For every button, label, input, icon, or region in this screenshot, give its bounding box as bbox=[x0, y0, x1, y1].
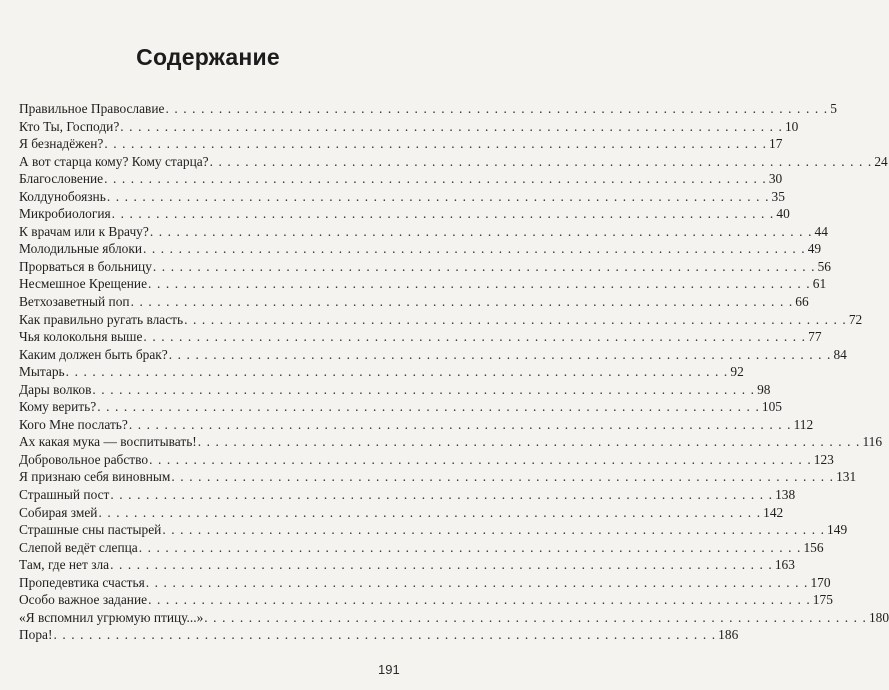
toc-entry-title: Как правильно ругать власть bbox=[19, 311, 184, 327]
toc-entry-page: 35 bbox=[771, 188, 785, 204]
toc-entry-page: 61 bbox=[812, 276, 827, 292]
toc-leader-dots: . . . . . . . . . . . . . . . . . . . . . . . . . . . . . . . . . . . . . . . . . . . . . . . . . . . . . . . . . . . . . . . . . . . . . . . . . . . bbox=[65, 364, 729, 380]
toc-entry bbox=[19, 433, 883, 451]
toc-entry bbox=[19, 574, 831, 592]
toc-leader-dots: . . . . . . . . . . . . . . . . . . . . . . . . . . . . . . . . . . . . . . . . . . . . . . . . . . . . . . . . . . . . . . . . . . . . . . . . . . . bbox=[130, 294, 794, 310]
toc-entry bbox=[19, 118, 799, 136]
toc-leader-dots: . . . . . . . . . . . . . . . . . . . . . . . . . . . . . . . . . . . . . . . . . . . . . . . . . . . . . . . . . . . . . . . . . . . . . . . . . . . bbox=[145, 574, 809, 590]
toc-leader-dots: . . . . . . . . . . . . . . . . . . . . . . . . . . . . . . . . . . . . . . . . . . . . . . . . . . . . . . . . . . . . . . . . . . . . . . . . . . . bbox=[197, 434, 861, 450]
toc-entry-page: 175 bbox=[812, 592, 833, 608]
toc-entry bbox=[19, 240, 822, 258]
toc-entry-title: Пора! bbox=[19, 627, 53, 643]
toc-entry-title: Я безнадёжен? bbox=[19, 136, 104, 152]
toc-leader-dots: . . . . . . . . . . . . . . . . . . . . . . . . . . . . . . . . . . . . . . . . . . . . . . . . . . . . . . . . . . . . . . . . . . . . . . . . . . . bbox=[148, 276, 811, 292]
toc-entry bbox=[19, 275, 827, 293]
toc-entry-page: 56 bbox=[817, 258, 831, 274]
toc-entry-page: 112 bbox=[793, 416, 814, 432]
toc-leader-dots: . . . . . . . . . . . . . . . . . . . . . . . . . . . . . . . . . . . . . . . . . . . . . . . . . . . . . . . . . . . . . . . . . . . . . . . . . . . bbox=[149, 451, 812, 467]
toc-entry bbox=[19, 398, 782, 416]
toc-leader-dots: . . . . . . . . . . . . . . . . . . . . . . . . . . . . . . . . . . . . . . . . . . . . . . . . . . . . . . . . . . . . . . . . . . . . . . . . . . . bbox=[184, 311, 847, 327]
toc-entry-title: Особо важное задание bbox=[19, 592, 148, 608]
toc-entry-page: 5 bbox=[830, 101, 837, 116]
toc-entry-title: Собирая змей bbox=[19, 504, 98, 520]
toc-leader-dots: . . . . . . . . . . . . . . . . . . . . . . . . . . . . . . . . . . . . . . . . . . . . . . . . . . . . . . . . . . . . . . . . . . . . . . . . . . . bbox=[138, 539, 802, 555]
toc-leader-dots: . . . . . . . . . . . . . . . . . . . . . . . . . . . . . . . . . . . . . . . . . . . . . . . . . . . . . . . . . . . . . . . . . . . . . . . . . . . bbox=[165, 101, 829, 116]
toc-entry-page: 180 bbox=[868, 609, 889, 625]
toc-entry bbox=[19, 504, 784, 522]
toc-entry-title: Колдунобоязнь bbox=[19, 188, 106, 204]
toc-entry-title: Страшные сны пастырей bbox=[19, 522, 162, 538]
toc-entry-page: 84 bbox=[833, 346, 847, 362]
toc-leader-dots: . . . . . . . . . . . . . . . . . . . . . . . . . . . . . . . . . . . . . . . . . . . . . . . . . . . . . . . . . . . . . . . . . . . . . . . . . . . bbox=[110, 487, 774, 503]
toc-entry-title: Каким должен быть брак? bbox=[19, 346, 168, 362]
toc-entry-title: Микробиология bbox=[19, 206, 111, 222]
toc-entry bbox=[19, 328, 822, 346]
toc-entry bbox=[19, 556, 795, 574]
toc-entry-page: 116 bbox=[862, 434, 883, 450]
toc-entry bbox=[19, 153, 888, 171]
toc-entry-title: Я признаю себя виновным bbox=[19, 469, 171, 485]
toc-entry-title: Добровольное рабство bbox=[19, 451, 149, 467]
toc-entry-page: 10 bbox=[784, 118, 799, 134]
toc-entry-title: Благословение bbox=[19, 171, 104, 187]
toc-leader-dots: . . . . . . . . . . . . . . . . . . . . . . . . . . . . . . . . . . . . . . . . . . . . . . . . . . . . . . . . . . . . . . . . . . . . . . . . . . . bbox=[204, 609, 867, 625]
toc-leader-dots: . . . . . . . . . . . . . . . . . . . . . . . . . . . . . . . . . . . . . . . . . . . . . . . . . . . . . . . . . . . . . . . . . . . . . . . . . . . bbox=[53, 627, 717, 643]
toc-entry bbox=[19, 100, 837, 118]
toc-leader-dots: . . . . . . . . . . . . . . . . . . . . . . . . . . . . . . . . . . . . . . . . . . . . . . . . . . . . . . . . . . . . . . . . . . . . . . . . . . . bbox=[168, 346, 832, 362]
toc-entry bbox=[19, 468, 857, 486]
toc-entry-page: 72 bbox=[848, 311, 863, 327]
toc-leader-dots: . . . . . . . . . . . . . . . . . . . . . . . . . . . . . . . . . . . . . . . . . . . . . . . . . . . . . . . . . . . . . . . . . . . . . . . . . . . bbox=[97, 399, 760, 415]
toc-entry bbox=[19, 381, 771, 399]
toc-entry-title: Правильное Православие bbox=[19, 101, 165, 116]
toc-leader-dots: . . . . . . . . . . . . . . . . . . . . . . . . . . . . . . . . . . . . . . . . . . . . . . . . . . . . . . . . . . . . . . . . . . . . . . . . . . . bbox=[209, 153, 873, 169]
toc-entry-title: Дары волков bbox=[19, 381, 92, 397]
toc-leader-dots: . . . . . . . . . . . . . . . . . . . . . . . . . . . . . . . . . . . . . . . . . . . . . . . . . . . . . . . . . . . . . . . . . . . . . . . . . . . bbox=[162, 522, 826, 538]
toc-entry-page: 17 bbox=[769, 136, 783, 152]
toc-entry bbox=[19, 223, 828, 241]
toc-entry-page: 98 bbox=[757, 381, 771, 397]
toc-entry bbox=[19, 205, 790, 223]
toc-entry-title: Мытарь bbox=[19, 364, 65, 380]
toc-entry bbox=[19, 293, 809, 311]
toc-entry-page: 44 bbox=[814, 223, 828, 239]
toc-leader-dots: . . . . . . . . . . . . . . . . . . . . . . . . . . . . . . . . . . . . . . . . . . . . . . . . . . . . . . . . . . . . . . . . . . . . . . . . . . . bbox=[111, 206, 775, 222]
toc-leader-dots: . . . . . . . . . . . . . . . . . . . . . . . . . . . . . . . . . . . . . . . . . . . . . . . . . . . . . . . . . . . . . . . . . . . . . . . . . . . bbox=[106, 188, 770, 204]
toc-leader-dots: . . . . . . . . . . . . . . . . . . . . . . . . . . . . . . . . . . . . . . . . . . . . . . . . . . . . . . . . . . . . . . . . . . . . . . . . . . . bbox=[171, 469, 835, 485]
page-number: 191 bbox=[378, 662, 400, 677]
toc-entry-page: 40 bbox=[776, 206, 790, 222]
toc-entry-page: 131 bbox=[836, 469, 857, 485]
toc-entry-page: 138 bbox=[775, 487, 796, 503]
toc-leader-dots: . . . . . . . . . . . . . . . . . . . . . . . . . . . . . . . . . . . . . . . . . . . . . . . . . . . . . . . . . . . . . . . . . . . . . . . . . . . bbox=[128, 416, 792, 432]
toc-entry-page: 92 bbox=[730, 364, 744, 380]
toc-leader-dots: . . . . . . . . . . . . . . . . . . . . . . . . . . . . . . . . . . . . . . . . . . . . . . . . . . . . . . . . . . . . . . . . . . . . . . . . . . . bbox=[92, 381, 756, 397]
toc-entry bbox=[19, 609, 889, 627]
toc-entry bbox=[19, 346, 847, 364]
toc-entry bbox=[19, 591, 833, 609]
toc-entry-title: Ах какая мука — воспитывать! bbox=[19, 434, 197, 450]
toc-leader-dots: . . . . . . . . . . . . . . . . . . . . . . . . . . . . . . . . . . . . . . . . . . . . . . . . . . . . . . . . . . . . . . . . . . . . . . . . . . . bbox=[152, 258, 816, 274]
toc-entry-page: 149 bbox=[827, 522, 848, 538]
toc-leader-dots: . . . . . . . . . . . . . . . . . . . . . . . . . . . . . . . . . . . . . . . . . . . . . . . . . . . . . . . . . . . . . . . . . . . . . . . . . . . bbox=[143, 329, 807, 345]
toc-leader-dots: . . . . . . . . . . . . . . . . . . . . . . . . . . . . . . . . . . . . . . . . . . . . . . . . . . . . . . . . . . . . . . . . . . . . . . . . . . . bbox=[149, 223, 813, 239]
toc-entry bbox=[19, 170, 783, 188]
toc-entry-title: Кого Мне послать? bbox=[19, 416, 128, 432]
toc-entry-page: 24 bbox=[874, 153, 888, 169]
toc-entry bbox=[19, 135, 783, 153]
toc-leader-dots: . . . . . . . . . . . . . . . . . . . . . . . . . . . . . . . . . . . . . . . . . . . . . . . . . . . . . . . . . . . . . . . . . . . . . . . . . . . bbox=[143, 241, 806, 257]
toc-entry-title: К врачам или к Врачу? bbox=[19, 223, 149, 239]
toc-entry bbox=[19, 451, 834, 469]
toc-entry bbox=[19, 363, 744, 381]
toc-entry-page: 170 bbox=[810, 574, 831, 590]
toc-entry-page: 105 bbox=[761, 399, 782, 415]
toc-entry-title: А вот старца кому? Кому старца? bbox=[19, 153, 209, 169]
toc-entry-page: 186 bbox=[718, 627, 739, 643]
toc-entry-title: «Я вспомнил угрюмую птицу...» bbox=[19, 609, 204, 625]
toc-leader-dots: . . . . . . . . . . . . . . . . . . . . . . . . . . . . . . . . . . . . . . . . . . . . . . . . . . . . . . . . . . . . . . . . . . . . . . . . . . . bbox=[110, 557, 773, 573]
toc-entry bbox=[19, 626, 739, 644]
toc-entry-page: 49 bbox=[807, 241, 822, 257]
toc-entry-title: Кто Ты, Господи? bbox=[19, 118, 120, 134]
toc-leader-dots: . . . . . . . . . . . . . . . . . . . . . . . . . . . . . . . . . . . . . . . . . . . . . . . . . . . . . . . . . . . . . . . . . . . . . . . . . . . bbox=[104, 136, 768, 152]
toc-entry-title: Прорваться в больницу bbox=[19, 258, 152, 274]
toc-entry bbox=[19, 539, 824, 557]
toc-entry-title: Пропедевтика счастья bbox=[19, 574, 145, 590]
toc-entry-title: Несмешное Крещение bbox=[19, 276, 148, 292]
toc-leader-dots: . . . . . . . . . . . . . . . . . . . . . . . . . . . . . . . . . . . . . . . . . . . . . . . . . . . . . . . . . . . . . . . . . . . . . . . . . . . bbox=[98, 504, 762, 520]
toc-entry bbox=[19, 486, 796, 504]
toc-entry bbox=[19, 311, 863, 329]
toc-entry-page: 156 bbox=[803, 539, 824, 555]
toc-entry-page: 66 bbox=[795, 294, 809, 310]
toc-entry-title: Кому верить? bbox=[19, 399, 97, 415]
page-title: Содержание bbox=[136, 44, 280, 70]
toc-entry-title: Молодильные яблоки bbox=[19, 241, 142, 257]
toc-entry-title: Страшный пост bbox=[19, 487, 110, 503]
toc-entry bbox=[19, 258, 831, 276]
toc-entry-page: 30 bbox=[768, 171, 783, 187]
toc-leader-dots: . . . . . . . . . . . . . . . . . . . . . . . . . . . . . . . . . . . . . . . . . . . . . . . . . . . . . . . . . . . . . . . . . . . . . . . . . . . bbox=[104, 171, 767, 187]
toc-entry-page: 163 bbox=[774, 557, 795, 573]
toc-entry-title: Ветхозаветный поп bbox=[19, 294, 130, 310]
toc-leader-dots: . . . . . . . . . . . . . . . . . . . . . . . . . . . . . . . . . . . . . . . . . . . . . . . . . . . . . . . . . . . . . . . . . . . . . . . . . . . bbox=[120, 118, 783, 134]
toc-entry-page: 142 bbox=[763, 504, 784, 520]
table-of-contents bbox=[19, 100, 889, 644]
toc-entry-title: Чья колокольня выше bbox=[19, 329, 143, 345]
toc-entry-title: Слепой ведёт слепца bbox=[19, 539, 138, 555]
toc-entry-page: 77 bbox=[808, 329, 822, 345]
toc-entry-page: 123 bbox=[813, 451, 834, 467]
toc-entry bbox=[19, 416, 814, 434]
toc-entry bbox=[19, 521, 848, 539]
toc-entry bbox=[19, 188, 785, 206]
toc-leader-dots: . . . . . . . . . . . . . . . . . . . . . . . . . . . . . . . . . . . . . . . . . . . . . . . . . . . . . . . . . . . . . . . . . . . . . . . . . . . bbox=[148, 592, 811, 608]
toc-entry-title: Там, где нет зла bbox=[19, 557, 110, 573]
